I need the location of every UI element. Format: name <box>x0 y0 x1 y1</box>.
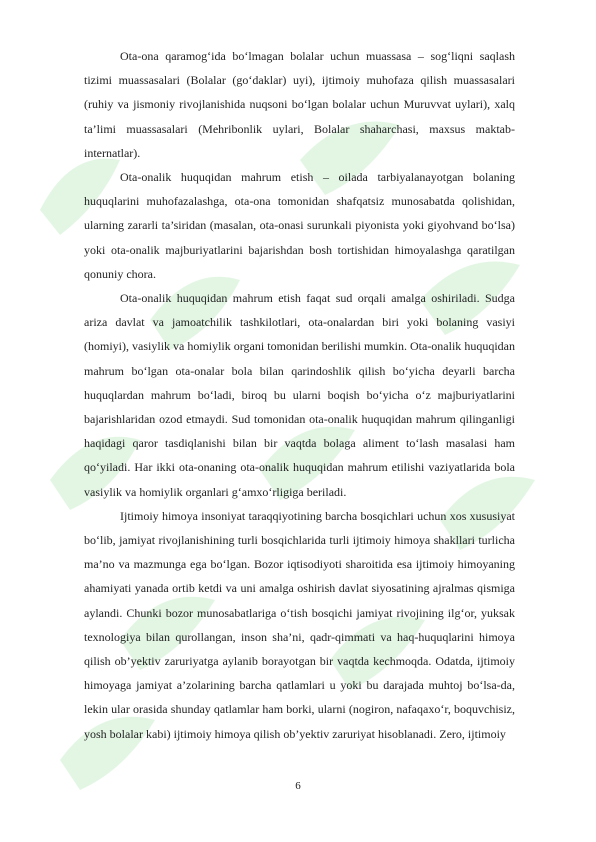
page-number: 6 <box>295 780 301 792</box>
paragraph: Ota-ona qaramog‘ida bo‘lmagan bolalar uchun muassasa – sog‘liqni saqlash tizimi muassasalari (Bolalar (go‘daklar) uyi), ijtimoiy muhofaza qilish muassasalari (ruhiy va jismoniy rivojlanishida nuqsoni bo‘lgan bolalar uchun Muruvvat uylari), xalq ta’limi muassasalari (Mehribonlik uylari, Bolalar shaharchasi, maxsus maktab-internatlar). <box>84 49 515 160</box>
paragraph: Ota-onalik huquqidan mahrum etish – oilada tarbiyalanayotgan bolaning huquqlarini muhofazalashga, ota-ona tomonidan shafqatsiz munosabatda qolishidan, ularning zararli ta’siridan (masalan, ota-onasi surunkali piyonista yoki giyohvand bo‘lsa) yoki ota-onalik majburiyatlarini bajarishdan bosh tortishidan himoyalashga qaratilgan qonuniy chora. <box>84 170 515 281</box>
document-body <box>84 44 515 746</box>
paragraph: Ijtimoiy himoya insoniyat taraqqiyotining barcha bosqichlari uchun xos xususiyat bo‘lib, jamiyat rivojlanishining turli bosqichlarida turli ijtimoiy himoya shakllari turlicha ma’no va mazmunga ega bo‘lgan. Bozor iqtisodiyoti sharoitida esa ijtimoiy himoyaning ahamiyati yanada ortib ketdi va uni amalga oshirish davlat siyosatining ajralmas qismiga aylandi. Chunki bozor munosabatlariga o‘tish bosqichi jamiyat rivojining ilg‘or, yuksak texnologiya bilan qurollangan, inson sha’ni, qadr-qimmati va haq-huquqlarini himoya qilish ob’yektiv zaruriyatga aylanib borayotgan bir vaqtda kechmoqda. Odatda, ijtimoiy himoyaga jamiyat a’zolarining barcha qatlamlari u yoki bu darajada muhtoj bo‘lsa-da, lekin ular orasida shunday qatlamlar ham borki, ularni (nogiron, nafaqaxo‘r, boquvchisiz, yosh bolalar kabi) ijtimoiy himoya qilish ob’yektiv zaruriyat hisoblanadi. Zero, ijtimoiy <box>84 508 515 741</box>
paragraph: Ota-onalik huquqidan mahrum etish faqat sud orqali amalga oshiriladi. Sudga ariza davlat va jamoatchilik tashkilotlari, ota-onalardan biri yoki bolaning vasiyi (homiyi), vasiylik va homiylik organi tomonidan berilishi mumkin. Ota-onalik huquqidan mahrum bo‘lgan ota-onalar bola bilan qarindoshlik qilish bo‘yicha deyarli barcha huquqlardan mahrum bo‘ladi, biroq bu ularni boqish bo‘yicha o‘z majburiyatlarini bajarishlaridan ozod etmaydi. Sud tomonidan ota-onalik huquqidan mahrum qilinganligi haqidagi qaror tasdiqlanishi bilan bir vaqtda bolaga aliment to‘lash masalasi ham qo‘yiladi. Har ikki ota-onaning ota-onalik huquqidan mahrum etilishi vaziyatlarida bola vasiylik va homiylik organlari g‘amxo‘rligiga beriladi. <box>84 291 515 499</box>
